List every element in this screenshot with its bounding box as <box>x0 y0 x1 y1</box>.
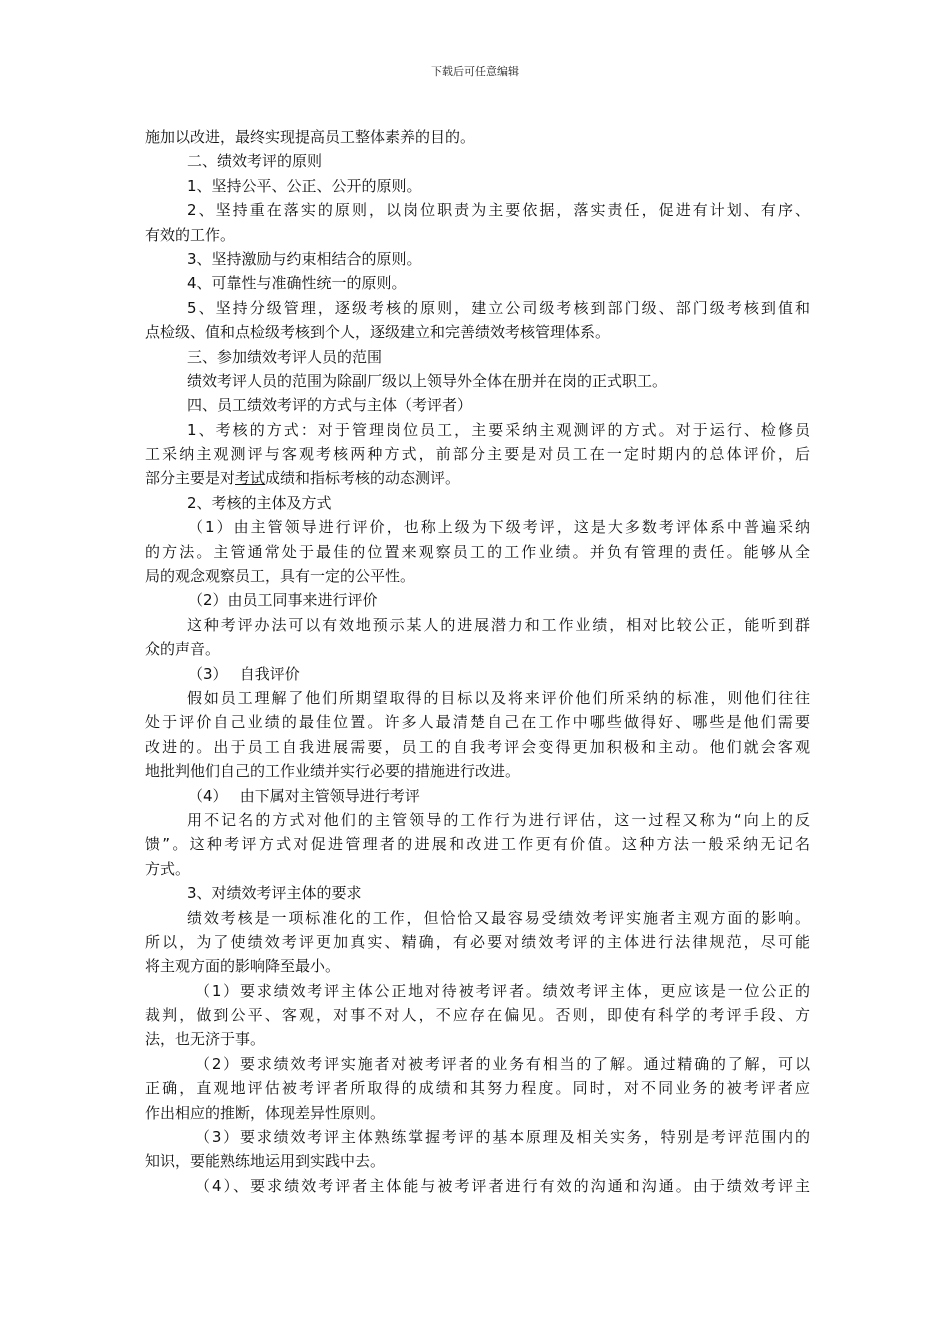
text-line: 用不记名的方式对他们的主管领导的工作行为进行评估，这一过程又称为“向上的反 <box>187 810 810 829</box>
text-line: 点检级、值和点检级考核到个人，逐级建立和完善绩效考核管理体系。 <box>145 323 611 342</box>
text-line: 工采纳主观测评与客观考核两种方式，前部分主要是对员工在一定时期内的总体评价，后 <box>145 445 810 464</box>
document-body <box>145 125 810 1198</box>
text-line: 3、对绩效考评主体的要求 <box>187 884 362 903</box>
text-line: 有效的工作。 <box>145 225 236 244</box>
text-segment: 成绩和指标考核的动态测评。 <box>265 469 461 488</box>
text-line: 局的观念观察员工，具有一定的公平性。 <box>145 567 416 586</box>
exam-link[interactable]: 考试 <box>235 469 266 488</box>
page-header: 下载后可任意编辑 <box>431 65 519 78</box>
text-line: 5、坚持分级管理，逐级考核的原则，建立公司级考核到部门级、部门级考核到值和 <box>187 298 810 317</box>
text-line: 1、考核的方式：对于管理岗位员工，主要采纳主观测评的方式。对于运行、检修员 <box>187 420 810 439</box>
text-line: （3） 自我评价 <box>188 664 300 683</box>
text-line: 众的声音。 <box>145 640 221 659</box>
text-line: 知识，要能熟练地运用到实践中去。 <box>145 1152 386 1171</box>
text-line: 4、可靠性与准确性统一的原则。 <box>187 274 407 293</box>
text-line: 绩效考评人员的范围为除副厂级以上领导外全体在册并在岗的正式职工。 <box>187 371 668 390</box>
text-line: （4）、要求绩效考评者主体能与被考评者进行有效的沟通和沟通。由于绩效考评主 <box>195 1176 810 1195</box>
text-line: 2、考核的主体及方式 <box>187 493 332 512</box>
text-line: 方式。 <box>145 859 191 878</box>
text-line <box>145 466 810 490</box>
text-line: 法，也无济于事。 <box>145 1030 266 1049</box>
text-line: 正确，直观地评估被考评者所取得的成绩和其努力程度。同时，对不同业务的被考评者应 <box>145 1079 810 1098</box>
text-line: 四、员工绩效考评的方式与主体（考评者） <box>187 396 473 415</box>
text-line: 二、绩效考评的原则 <box>187 152 323 171</box>
text-line: （4） 由下属对主管领导进行考评 <box>188 786 420 805</box>
text-line: （1）要求绩效考评主体公正地对待被考评者。绩效考评主体，更应该是一位公正的 <box>195 981 810 1000</box>
text-line: 的方法。主管通常处于最佳的位置来观察员工的工作业绩。并负有管理的责任。能够从全 <box>145 542 810 561</box>
text-line: 作出相应的推断，体现差异性原则。 <box>145 1103 386 1122</box>
text-line: 1、坚持公平、公正、公开的原则。 <box>187 176 422 195</box>
text-line: 假如员工理解了他们所期望取得的目标以及将来评价他们所采纳的标准，则他们往往 <box>187 688 810 707</box>
text-line: 三、参加绩效考评人员的范围 <box>187 347 383 366</box>
text-segment: 部分主要是对 <box>145 469 236 488</box>
text-line: 处于评价自己业绩的最佳位置。许多人最清楚自己在工作中哪些做得好、哪些是他们需要 <box>145 713 810 732</box>
text-line: 2、坚持重在落实的原则，以岗位职责为主要依据，落实责任，促进有计划、有序、 <box>187 201 810 220</box>
text-line: 施加以改进，最终实现提高员工整体素养的目的。 <box>145 128 476 146</box>
text-line: 地批判他们自己的工作业绩并实行必要的措施进行改进。 <box>145 762 521 781</box>
text-line: 将主观方面的影响降至最小。 <box>145 957 341 976</box>
text-line: （1）由主管领导进行评价，也称上级为下级考评，这是大多数考评体系中普遍采纳 <box>188 518 810 537</box>
text-line: 3、坚持激励与约束相结合的原则。 <box>187 249 422 268</box>
text-line: （2）由员工同事来进行评价 <box>188 591 378 610</box>
text-line: （3）要求绩效考评主体熟练掌握考评的基本原理及相关实务，特别是考评范围内的 <box>195 1128 810 1147</box>
text-line: 改进的。出于员工自我进展需要，员工的自我考评会变得更加积极和主动。他们就会客观 <box>145 737 810 756</box>
text-line: （2）要求绩效考评实施者对被考评者的业务有相当的了解。通过精确的了解，可以 <box>195 1054 810 1073</box>
text-line: 馈”。这种考评方式对促进管理者的进展和改进工作更有价值。这种方法一般采纳无记名 <box>145 835 810 854</box>
text-line: 所以，为了使绩效考评更加真实、精确，有必要对绩效考评的主体进行法律规范，尽可能 <box>145 932 810 951</box>
text-line: 这种考评办法可以有效地预示某人的进展潜力和工作业绩，相对比较公正，能听到群 <box>187 615 810 634</box>
text-line: 裁判，做到公平、客观，对事不对人，不应存在偏见。否则，即使有科学的考评手段、方 <box>145 1006 810 1025</box>
text-line: 绩效考核是一项标准化的工作，但恰恰又最容易受绩效考评实施者主观方面的影响。 <box>187 908 810 927</box>
